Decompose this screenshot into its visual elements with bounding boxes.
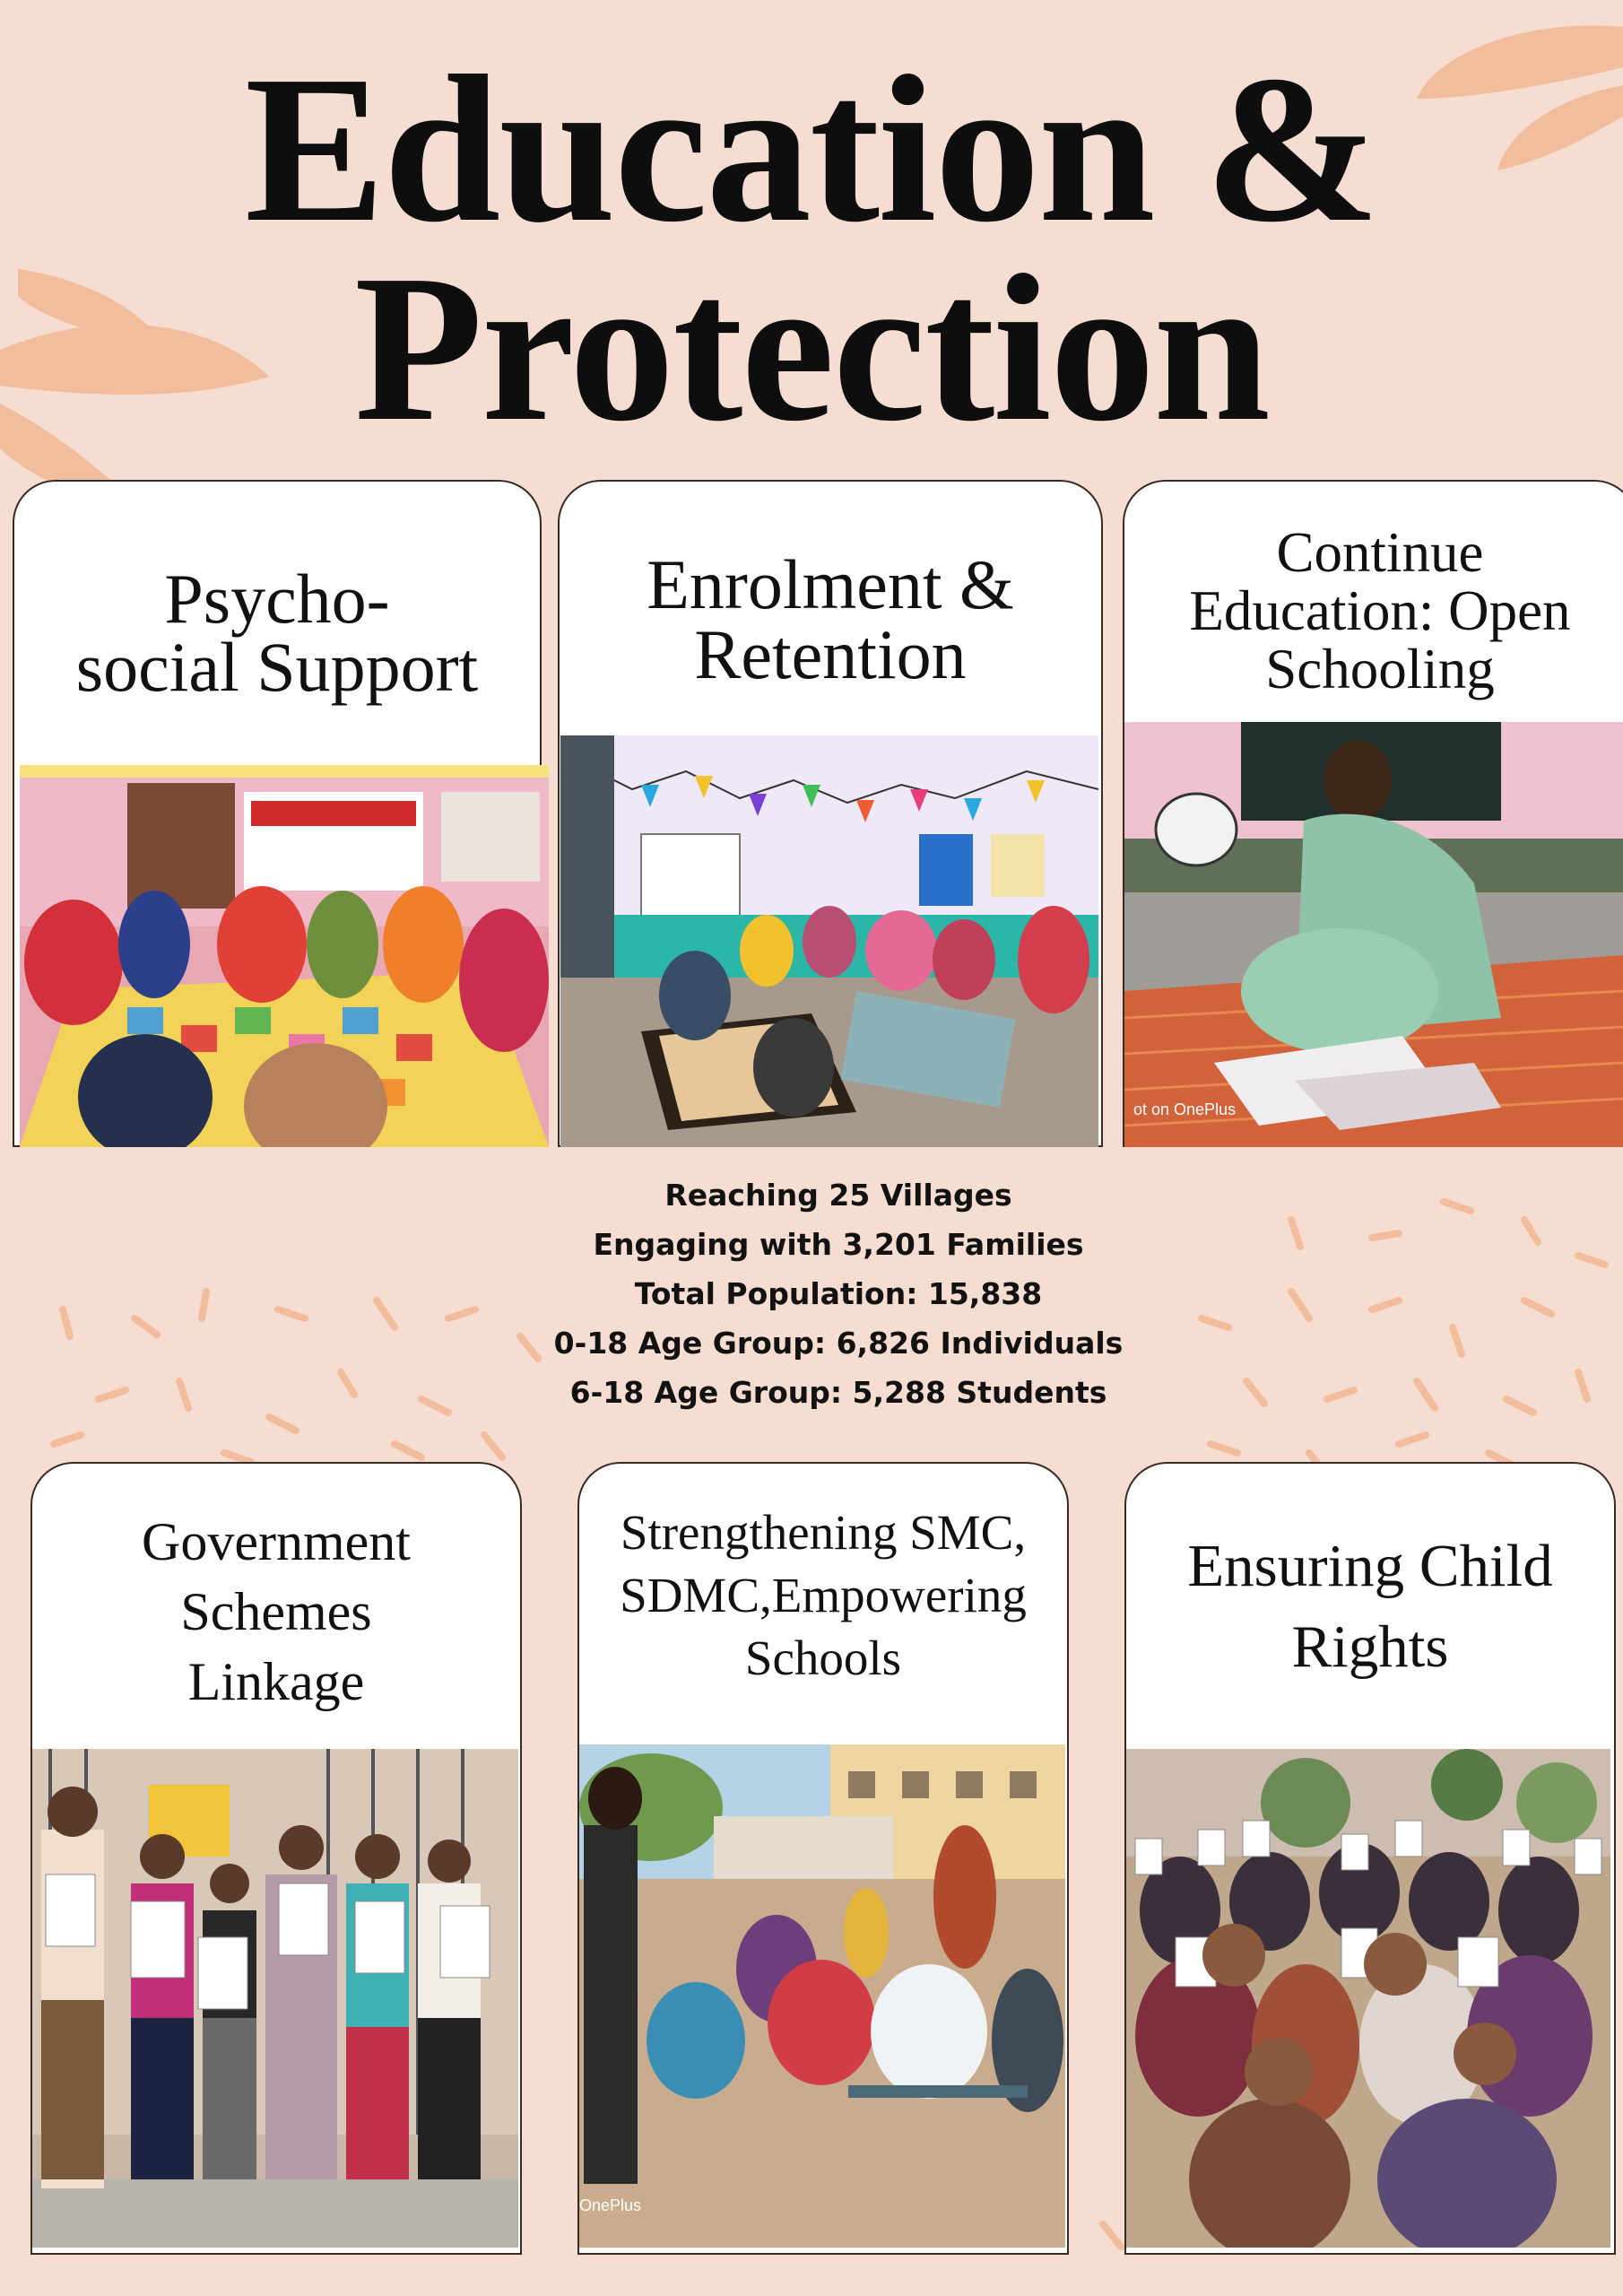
card-title xyxy=(1124,482,1623,722)
photo-caption: OnePlus xyxy=(579,2196,642,2214)
stat-age-0-18: 0-18 Age Group: 6,826 Individuals xyxy=(553,1326,1124,1361)
photo-children-cards xyxy=(1126,1749,1610,2248)
photo-open-schooling xyxy=(1124,722,1623,1147)
stat-population: Total Population: 15,838 xyxy=(634,1276,1043,1311)
title-line-2: Protection xyxy=(354,231,1269,465)
stat-age-6-18: 6-18 Age Group: 5,288 Students xyxy=(569,1375,1107,1410)
card-title xyxy=(579,1464,1067,1742)
photo-children-documents xyxy=(32,1749,518,2248)
card-title-line: Education: Open xyxy=(1189,578,1571,642)
card-title-line: social Support xyxy=(75,628,479,706)
photo-school-meeting xyxy=(579,1744,1065,2248)
card-title xyxy=(32,1464,520,1751)
card-title-line: SDMC,Empowering xyxy=(620,1568,1027,1622)
page-title xyxy=(0,32,1623,465)
stats-block xyxy=(502,1170,1175,1417)
card-title-line: Ensuring Child xyxy=(1187,1533,1553,1599)
stat-families: Engaging with 3,201 Families xyxy=(593,1227,1084,1262)
card-title-line: Schooling xyxy=(1265,637,1495,700)
card-title-line: Strengthening SMC, xyxy=(620,1505,1027,1560)
card-title-line: Psycho- xyxy=(164,560,390,638)
title-line-1: Education & xyxy=(244,32,1379,265)
photo-classroom-carrom xyxy=(560,735,1098,1147)
card-title-line: Enrolment & xyxy=(647,545,1014,623)
card-title-line: Retention xyxy=(694,615,967,693)
card-title-line: Schools xyxy=(744,1631,902,1685)
photo-caption: ot on OnePlus xyxy=(1133,1100,1237,1118)
card-title-line: Continue xyxy=(1276,520,1484,584)
card-title-line: Schemes xyxy=(180,1582,372,1641)
card-title-line: Government xyxy=(142,1512,411,1571)
card-title xyxy=(14,482,540,767)
card-title-line: Rights xyxy=(1291,1613,1449,1680)
photo-community-meeting xyxy=(20,765,549,1147)
card-title xyxy=(1126,1464,1614,1749)
card-title xyxy=(560,482,1101,740)
stat-villages: Reaching 25 Villages xyxy=(664,1178,1012,1213)
card-title-line: Linkage xyxy=(187,1652,365,1711)
